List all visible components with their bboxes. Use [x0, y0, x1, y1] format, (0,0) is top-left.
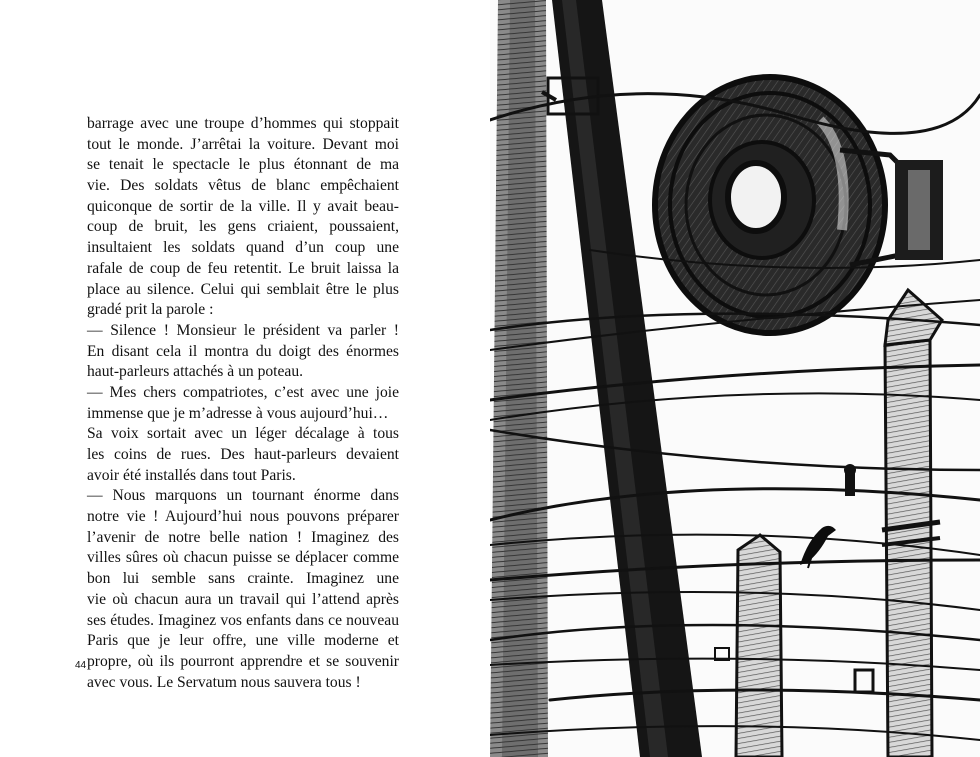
text-line: haut-parleurs attachés à un poteau. [87, 363, 304, 381]
short-post [736, 535, 782, 757]
text-line: les coins de rues. Des haut-parleurs devaient [87, 446, 399, 463]
text-line: Sa voix sortait avec un léger décalage à tous [87, 425, 399, 443]
text-line: tout le monde. J’arrêtai la voiture. Devant moi [87, 135, 399, 153]
text-line: vie où chacun aura un travail qui l’attend après [87, 590, 399, 608]
text-line: immense que je m’adresse à vous aujourd’hui… [87, 404, 389, 422]
illustration-page [490, 0, 980, 757]
text-line: ses études. Imaginez vos enfants dans ce nouveau [87, 611, 399, 629]
text-line: place au silence. Celui qui semblait être le plus [87, 280, 399, 298]
right-pole [882, 290, 942, 757]
page-number: 44 [75, 660, 87, 671]
text-line: En disant cela il montra du doigt des énormes [87, 342, 399, 360]
left-pole [490, 0, 548, 757]
text-line: avec vous. Le Servatum nous sauvera tous ! [87, 673, 361, 691]
text-line: — Mes chers compatriotes, c’est avec une joie [87, 383, 399, 401]
text-line: — Silence ! Monsieur le président va parler ! [87, 321, 399, 339]
text-line: gradé prit la parole : [87, 301, 214, 319]
text-line: vie. Des soldats vêtus de blanc empêchaient [87, 177, 399, 195]
loudspeaker-pole-illustration [490, 0, 980, 757]
text-line: avoir été installés dans tout Paris. [87, 466, 296, 484]
loudspeaker [655, 77, 943, 333]
text-line: propre, où ils pourront apprendre et se souvenir [87, 652, 399, 670]
text-line: quiconque de sortir de la ville. Il y avait beau- [87, 197, 399, 215]
text-line: se tenait le spectacle le plus étonnant de ma [87, 156, 399, 174]
text-line: rafale de coup de feu retentit. Le bruit laissa la [87, 259, 399, 277]
body-text [87, 114, 399, 693]
text-line: barrage avec une troupe d’hommes qui stoppait [87, 115, 399, 132]
text-line: Paris que je leur offre, une ville moderne et [87, 632, 399, 650]
text-line: l’avenir de notre belle nation ! Imaginez des [87, 528, 399, 546]
text-line: villes sûres où chacun puisse se déplacer comme [87, 549, 399, 567]
text-line: insultaient les soldats quand d’un coup une [87, 239, 399, 257]
text-line: bon lui semble sans crainte. Imaginez une [87, 570, 399, 588]
text-line: — Nous marquons un tournant énorme dans [87, 487, 399, 505]
text-line: notre vie ! Aujourd’hui nous pouvons préparer [87, 508, 399, 526]
text-line: coup de bruit, les gens criaient, poussaient, [87, 218, 399, 236]
